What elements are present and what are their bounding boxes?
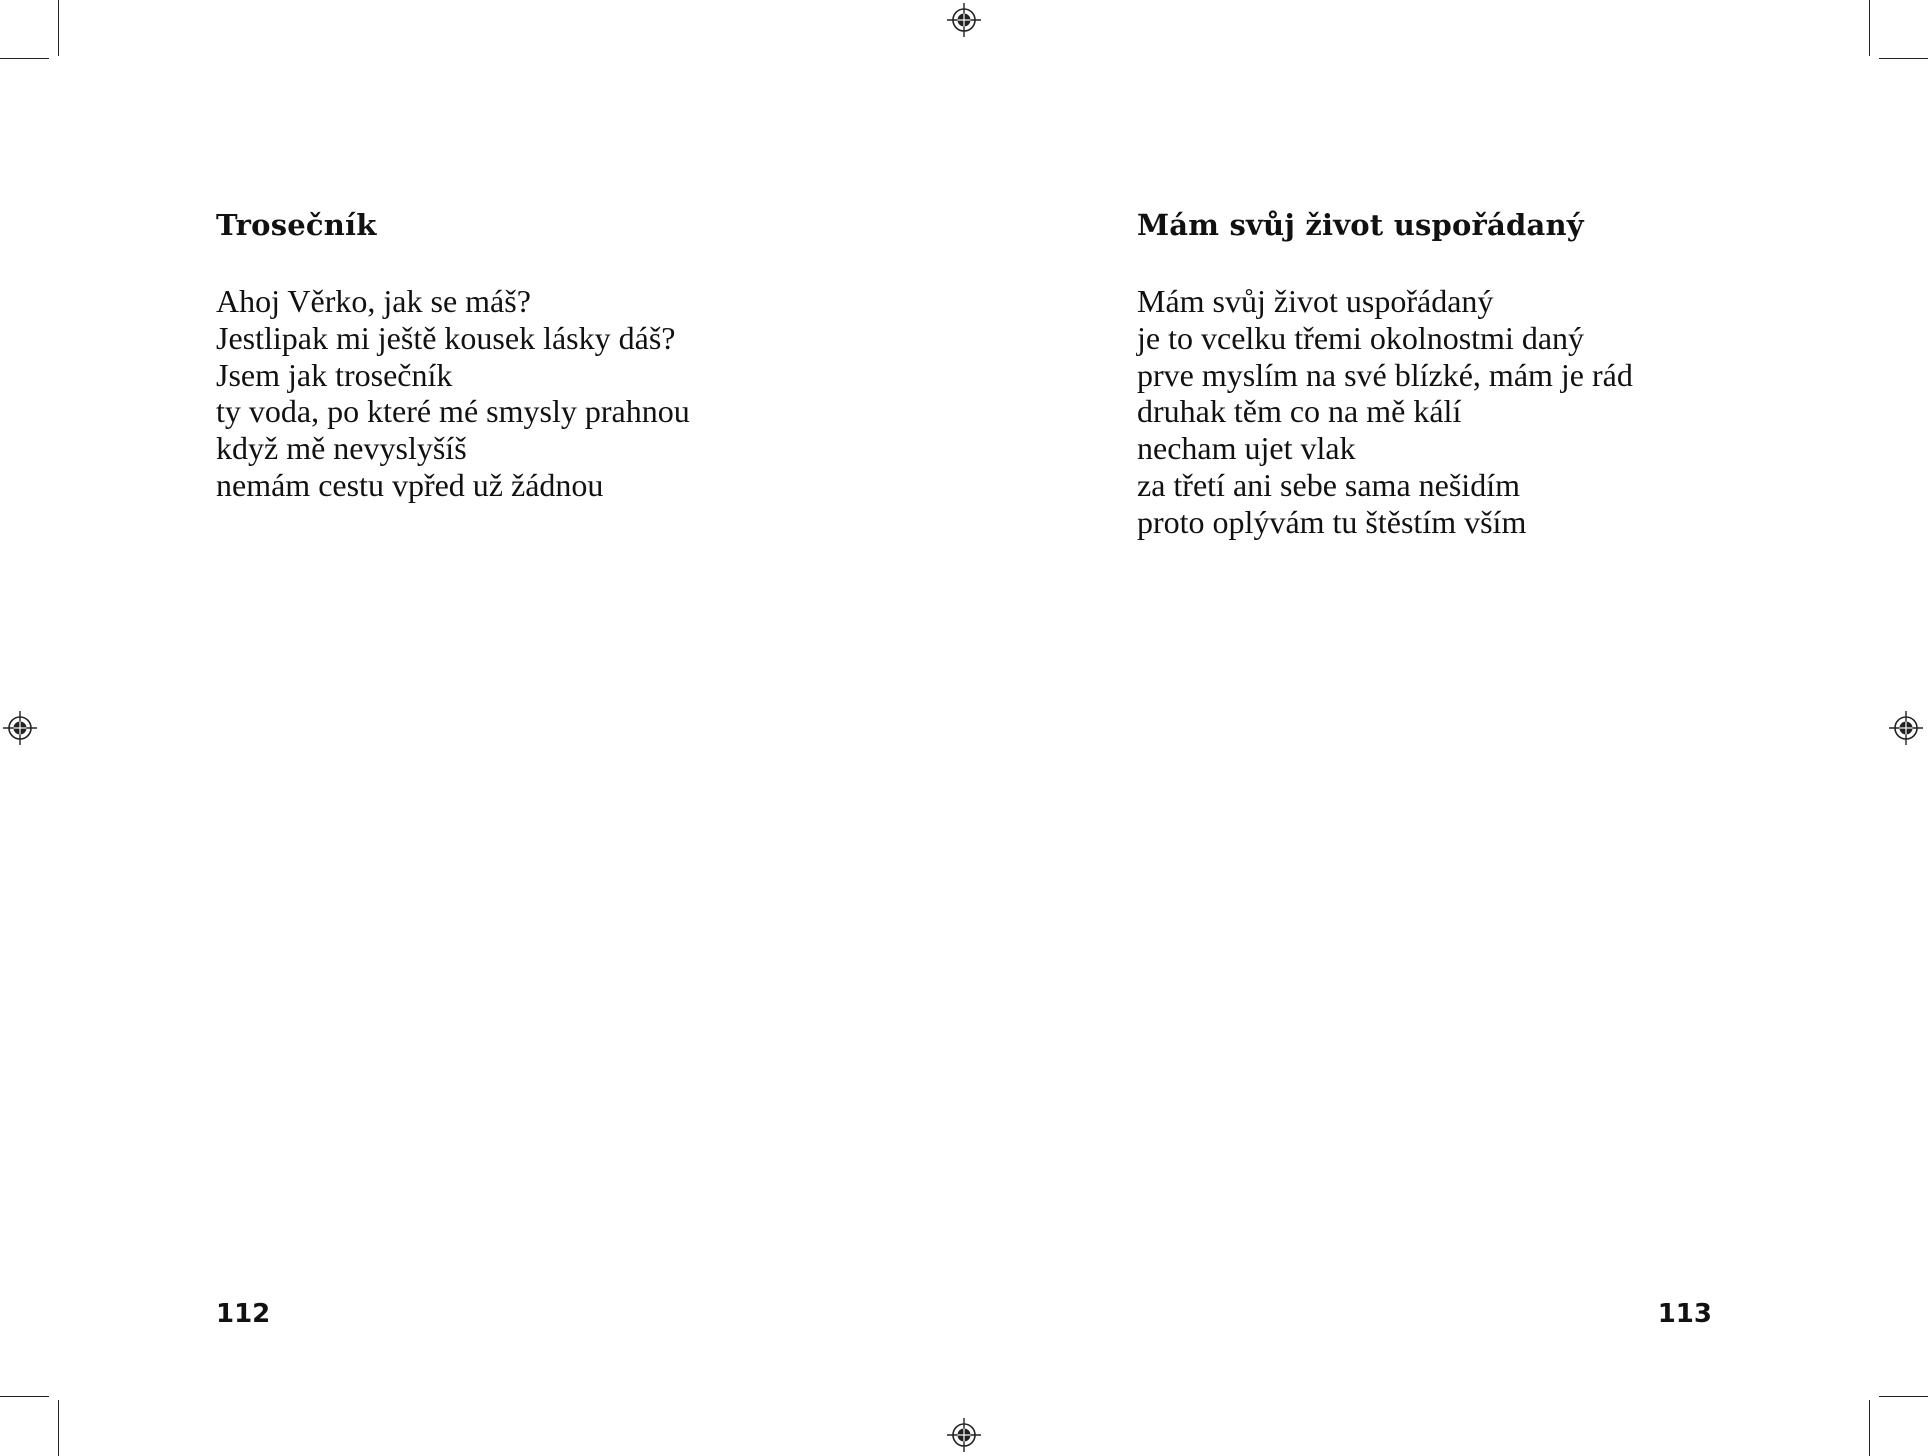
right-page [1137,0,1877,1456]
poem-line: Mám svůj život uspořádaný [1137,283,1494,319]
page-number: 112 [216,1299,271,1329]
poem-line: nemám cestu vpřed už žádnou [216,466,604,503]
page-number: 113 [1657,1299,1712,1329]
poem-line: prve myslím na své blízké, mám je rád [1137,356,1633,393]
poem-title: Trosečník [216,208,377,242]
registration-mark-icon [1889,711,1923,745]
registration-mark-icon [3,711,37,745]
poem-title: Mám svůj život uspořádaný [1137,208,1584,242]
left-page [216,0,956,1456]
crop-mark-icon [58,0,59,56]
poem-line: ty voda, po které mé smysly prahnou [216,393,690,430]
poem-line: Jsem jak trosečník [216,356,453,393]
poem-line: za třetí ani sebe sama nešidím [1137,466,1520,503]
poem-line: když mě nevyslyšíš [216,430,467,467]
poem-body [1137,283,1633,541]
poem-line: necham ujet vlak [1137,430,1356,467]
crop-mark-icon [1879,58,1928,59]
crop-mark-icon [0,1396,49,1397]
poem-line: Ahoj Věrko, jak se máš? [216,283,531,319]
poem-line: je to vcelku třemi okolnostmi daný [1137,319,1585,356]
poem-line: Jestlipak mi ještě kousek lásky dáš? [216,319,676,356]
crop-mark-icon [58,1400,59,1456]
crop-mark-icon [0,58,49,59]
poem-body [216,283,690,504]
poem-line: druhak těm co na mě kálí [1137,393,1462,430]
crop-mark-icon [1879,1396,1928,1397]
poem-line: proto oplývám tu štěstím vším [1137,503,1527,540]
